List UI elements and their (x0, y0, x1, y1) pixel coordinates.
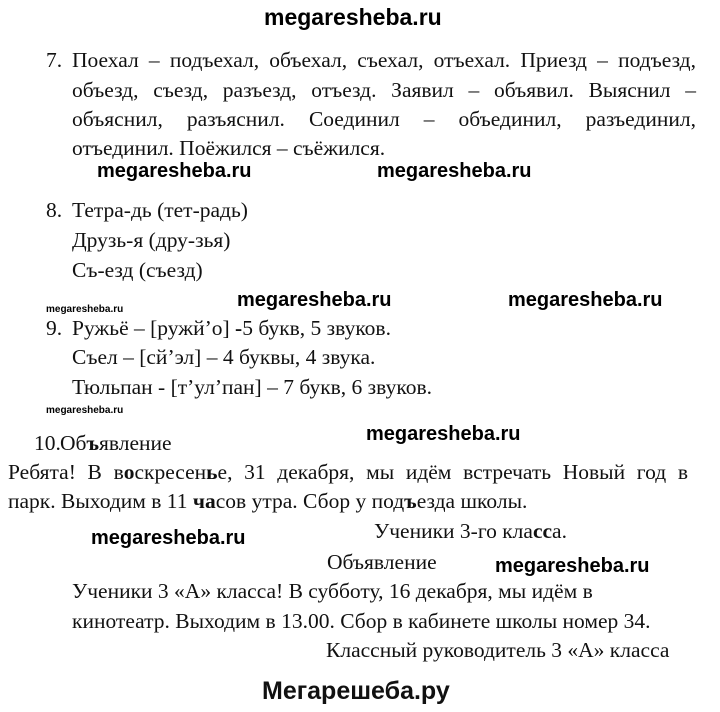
task7-line3: объяснил, разъяснил. Соединил – объединил, разъединил, (72, 107, 696, 131)
watermark-row3: megaresheba.ru (366, 423, 521, 445)
task9-line1-dash: - (235, 316, 243, 340)
task10-title-hard-sign: ъ (86, 431, 100, 455)
announcement1-signature (374, 517, 567, 546)
task10-title-part-a: Об (60, 431, 87, 455)
task10-number: 10. (34, 431, 61, 455)
task8-line2: Друзь-я (дру-зья) (72, 228, 231, 252)
task9-line2: Съел – [сй’эл] – 4 буквы, 4 звука. (72, 345, 376, 369)
task9-number: 9. (46, 316, 63, 340)
announcement1-line1-bold-soft-sign: ь (206, 460, 218, 484)
task10-title (60, 429, 172, 458)
announcement1-line1 (8, 458, 688, 487)
announcement1-line1-bold-o: о (123, 460, 135, 484)
watermark-row2-a: megaresheba.ru (237, 289, 392, 311)
announcement1-line1-part-a: Ребята! В в (8, 460, 124, 484)
announcement2-line1: Ученики 3 «А» класса! В субботу, 16 декабря, мы идём в (72, 579, 593, 603)
announcement1-line2-part-c: сов утра. Сбор у под (215, 489, 405, 513)
watermark-row4-b: megaresheba.ru (495, 555, 650, 577)
announcement1-line1-part-e: е, 31 декабря, мы идём встречать Новый год в (217, 460, 688, 484)
announcement2-signature: Классный руководитель 3 «А» класса (326, 638, 670, 662)
task9-line3: Тюльпан - [т’ул’пан] – 7 букв, 6 звуков. (72, 375, 432, 399)
announcement1-line2-bold-hard-sign: ъ (404, 489, 417, 513)
announcement1-line2-part-a: парк. Выходим в 11 (8, 489, 193, 513)
footer-brand: Мегарешеба.ру (262, 677, 450, 705)
announcement2-title: Объявление (327, 550, 437, 574)
task9-line1-part-c: 5 букв, 5 звуков. (242, 316, 391, 340)
task7-number: 7. (46, 48, 63, 72)
task7-line4: отъединил. Поёжился – съёжился. (72, 136, 386, 160)
announcement1-line1-part-c: скресен (134, 460, 207, 484)
task8-number: 8. (46, 198, 63, 222)
announcement1-signature-bold-ss: сс (532, 519, 553, 543)
watermark-row4-a: megaresheba.ru (91, 527, 246, 549)
announcement2-line2: кинотеатр. Выходим в 13.00. Сбор в кабинете школы номер 34. (72, 609, 651, 633)
task8-line1: Тетра-дь (тет-радь) (72, 198, 248, 222)
task10-title-part-c: явление (99, 431, 172, 455)
task9-line1-part-a: Ружьё – [ружй’о] (72, 316, 236, 340)
announcement1-line2-part-e: езда школы. (416, 489, 528, 513)
announcement1-line2 (8, 487, 527, 516)
watermark-top: megaresheba.ru (264, 4, 442, 30)
announcement1-signature-part-a: Ученики 3-го кла (374, 519, 533, 543)
watermark-row2-b: megaresheba.ru (508, 289, 663, 311)
watermark-small-2: megaresheba.ru (46, 405, 124, 416)
announcement1-line2-bold-cha: ча (192, 489, 216, 513)
task7-line1: Поехал – подъехал, объехал, съехал, отъехал. Приезд – подъезд, (72, 48, 696, 72)
watermark-row1-a: megaresheba.ru (97, 160, 252, 182)
announcement1-signature-part-c: а. (552, 519, 567, 543)
task7-line2: объезд, съезд, разъезд, отъезд. Заявил – объявил. Выяснил – (72, 78, 696, 102)
watermark-row1-b: megaresheba.ru (377, 160, 532, 182)
task8-line3: Съ-езд (съезд) (72, 258, 203, 282)
watermark-small-1: megaresheba.ru (46, 304, 124, 315)
task9-line1 (72, 314, 391, 343)
